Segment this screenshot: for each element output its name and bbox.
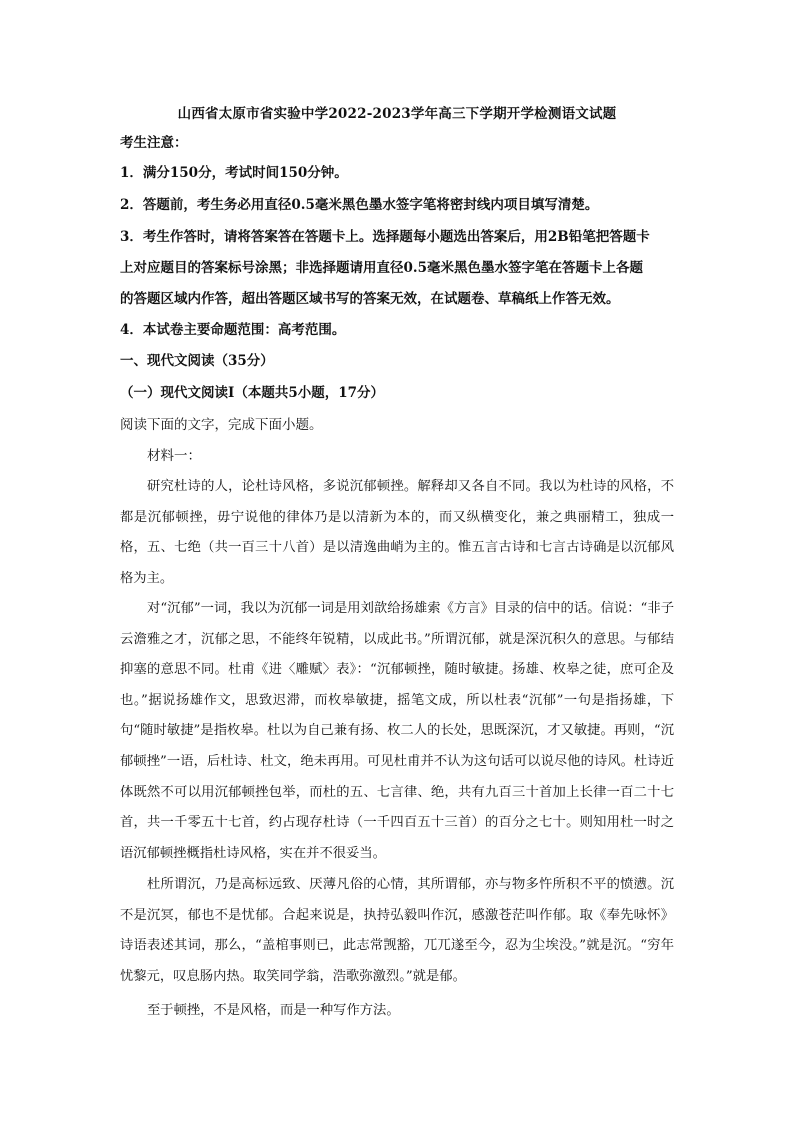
reading-instruction: 阅读下面的文字，完成下面小题。: [120, 417, 323, 433]
notice-heading: 考生注意：: [120, 135, 188, 151]
paragraph-3: 杜所谓沉，乃是高标远致、厌薄凡俗的心情，其所谓郁，亦与物多忤所积不平的愤懑。沉不是沉冥，郁也不是忧郁。合起来说是，执持弘毅叫作沉，感激苍茫叫作郁。取《奉先咏怀》诗语表述其词，那么，“盖棺事则已，此志常觊豁，兀兀遂至今，忍为尘埃没。”就是沉。“穷年忧黎元，叹息肠内热。取笑同学翁，浩歌弥激烈。”就是郁。: [120, 877, 674, 984]
material-label: 材料一：: [147, 448, 201, 464]
notice-item-1: 1．满分150分，考试时间150分钟。: [120, 165, 348, 181]
subsection-heading: （一）现代文阅读Ⅰ（本题共5小题，17分）: [120, 385, 384, 401]
paragraph-2: 对“沉郁”一词，我以为沉郁一词是用刘歆给扬雄索《方言》目录的信中的话。信说：“非子云澹雅之才，沉郁之思，不能终年锐精，以成此书。”所谓沉郁，就是深沉积久的意思。与郁结抑塞的意思不同。杜甫《进〈雕赋〉表》：“沉郁顿挫，随时敏捷。扬雄、枚皋之徒，庶可企及也。”据说扬雄作文，思致迟滞，而枚皋敏捷，摇笔文成，所以杜表“沉郁”一句是指扬雄，下句“随时敏捷”是指枚皋。杜以为自己兼有扬、枚二人的长处，思既深沉，才又敏捷。再则，“沉郁顿挫”一语，后杜诗、杜文，绝未再用。可见杜甫并不认为这句话可以说尽他的诗风。杜诗近体既然不可以用沉郁顿挫包举，而杜的五、七言律、绝，共有九百三十首加上长律一百二十七首，共一千零五十七首，约占现存杜诗（一千四百五十三首）的百分之七十。则知用杜一时之语沉郁顿挫概指杜诗风格，实在并不很妥当。: [120, 601, 674, 861]
paragraph-4: 至于顿挫，不是风格，而是一种写作方法。: [147, 1003, 400, 1018]
notice-item-3-line-2: 上对应题目的答案标号涂黑；非选择题请用直径0.5毫米黑色墨水签字笔在答题卡上各题: [120, 260, 643, 276]
section-heading: 一、现代文阅读（35分）: [120, 353, 274, 369]
page-title: 山西省太原市省实验中学2022-2023学年高三下学期开学检测语文试题: [177, 106, 617, 122]
notice-item-2: 2．答题前，考生务必用直径0.5毫米黑色墨水签字笔将密封线内项目填写清楚。: [120, 197, 599, 213]
notice-item-3-line-1: 3．考生作答时，请将答案答在答题卡上。选择题每小题选出答案后，用2B铅笔把答题卡: [120, 229, 650, 245]
paragraph-1: 研究杜诗的人，论杜诗风格，多说沉郁顿挫。解释却又各自不同。我以为杜诗的风格，不都是沉郁顿挫，毋宁说他的律体乃是以清新为本的，而又纵横变化，兼之典丽精工，独成一格，五、七绝（共一百三十八首）是以清逸曲峭为主的。惟五言古诗和七言古诗确是以沉郁风格为主。: [120, 479, 674, 586]
notice-item-4: 4．本试卷主要命题范围：高考范围。: [120, 322, 346, 338]
notice-item-3-line-3: 的答题区域内作答，超出答题区域书写的答案无效，在试题卷、草稿纸上作答无效。: [120, 291, 620, 307]
